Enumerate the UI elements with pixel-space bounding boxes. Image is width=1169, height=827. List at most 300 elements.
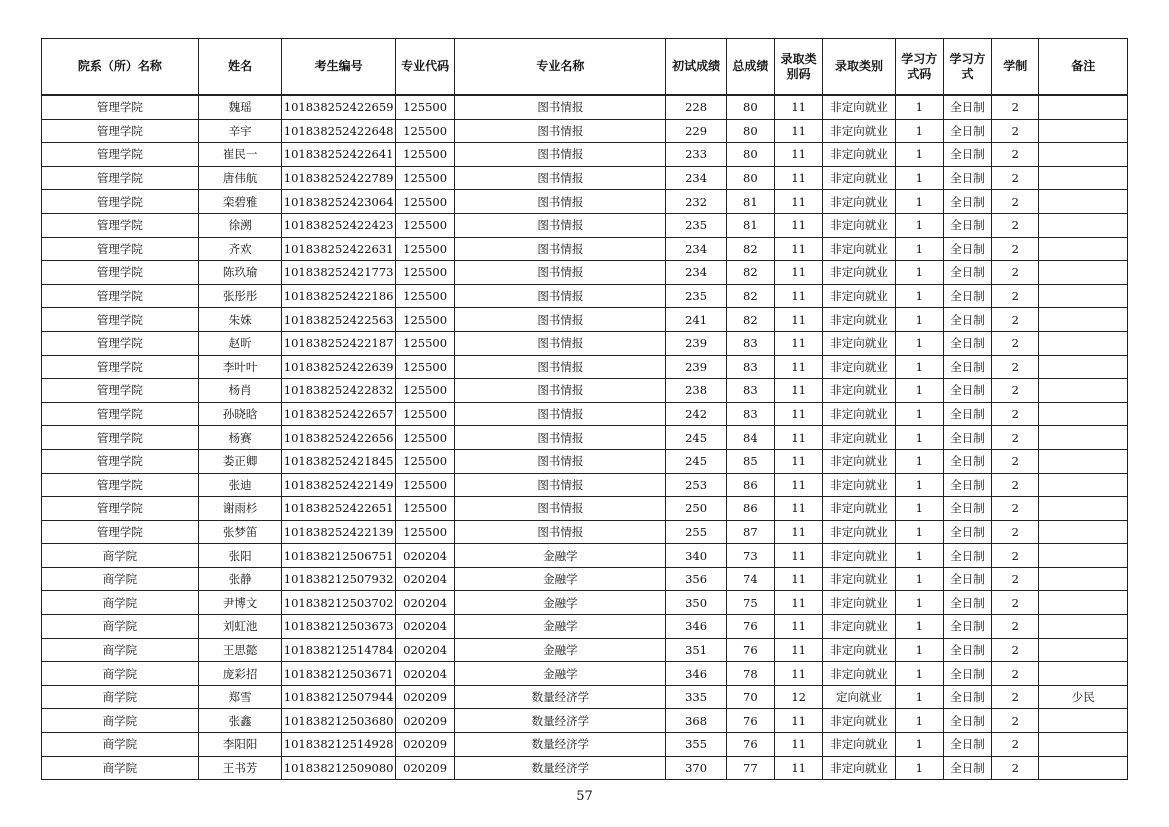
cell-category-code: 11 <box>775 379 823 403</box>
cell-remark <box>1039 402 1128 426</box>
cell-category: 非定向就业 <box>823 355 895 379</box>
header-remark: 备注 <box>1039 39 1128 96</box>
cell-study-mode: 全日制 <box>943 190 991 214</box>
table-row <box>42 567 1128 591</box>
cell-name: 张彤彤 <box>198 284 281 308</box>
header-row <box>42 39 1128 96</box>
cell-major-code: 020209 <box>395 685 454 709</box>
cell-major-code: 020204 <box>395 567 454 591</box>
cell-department: 商学院 <box>42 567 199 591</box>
table-row <box>42 237 1128 261</box>
cell-study-mode: 全日制 <box>943 237 991 261</box>
cell-remark <box>1039 567 1128 591</box>
cell-remark <box>1039 615 1128 639</box>
table-row <box>42 638 1128 662</box>
cell-department: 管理学院 <box>42 426 199 450</box>
cell-total-score: 75 <box>726 591 774 615</box>
cell-category: 非定向就业 <box>823 119 895 143</box>
cell-study-mode: 全日制 <box>943 308 991 332</box>
cell-category: 非定向就业 <box>823 143 895 167</box>
cell-study-mode: 全日制 <box>943 95 991 119</box>
cell-major-name: 图书情报 <box>455 379 666 403</box>
cell-category-code: 12 <box>775 685 823 709</box>
cell-major-code: 020204 <box>395 544 454 568</box>
cell-major-code: 125500 <box>395 237 454 261</box>
cell-remark <box>1039 638 1128 662</box>
cell-department: 管理学院 <box>42 95 199 119</box>
cell-candidate-id: 101838212507944 <box>282 685 396 709</box>
table-row <box>42 213 1128 237</box>
cell-category-code: 11 <box>775 95 823 119</box>
cell-category: 非定向就业 <box>823 615 895 639</box>
cell-name: 张鑫 <box>198 709 281 733</box>
cell-prelim-score: 250 <box>666 497 726 521</box>
cell-remark <box>1039 190 1128 214</box>
cell-category-code: 11 <box>775 520 823 544</box>
cell-major-name: 图书情报 <box>455 190 666 214</box>
table-row <box>42 190 1128 214</box>
cell-candidate-id: 101838252422186 <box>282 284 396 308</box>
cell-study-mode-code: 1 <box>895 402 943 426</box>
cell-study-mode-code: 1 <box>895 662 943 686</box>
cell-department: 商学院 <box>42 756 199 780</box>
cell-prelim-score: 234 <box>666 237 726 261</box>
cell-prelim-score: 346 <box>666 615 726 639</box>
cell-category: 非定向就业 <box>823 166 895 190</box>
cell-major-code: 125500 <box>395 261 454 285</box>
table-row <box>42 331 1128 355</box>
cell-study-mode-code: 1 <box>895 355 943 379</box>
cell-candidate-id: 101838252422832 <box>282 379 396 403</box>
cell-study-mode: 全日制 <box>943 473 991 497</box>
cell-study-mode-code: 1 <box>895 143 943 167</box>
cell-candidate-id: 101838252422641 <box>282 143 396 167</box>
cell-duration: 2 <box>992 402 1039 426</box>
cell-candidate-id: 101838252422789 <box>282 166 396 190</box>
table-row <box>42 261 1128 285</box>
cell-category: 非定向就业 <box>823 213 895 237</box>
cell-remark <box>1039 756 1128 780</box>
cell-remark <box>1039 355 1128 379</box>
cell-category: 非定向就业 <box>823 520 895 544</box>
cell-name: 李叶叶 <box>198 355 281 379</box>
cell-major-name: 图书情报 <box>455 497 666 521</box>
cell-remark <box>1039 166 1128 190</box>
cell-study-mode: 全日制 <box>943 284 991 308</box>
cell-study-mode: 全日制 <box>943 402 991 426</box>
cell-total-score: 82 <box>726 284 774 308</box>
cell-major-name: 数量经济学 <box>455 756 666 780</box>
cell-remark <box>1039 497 1128 521</box>
header-study-mode: 学习方式 <box>943 39 991 96</box>
cell-major-code: 125500 <box>395 331 454 355</box>
cell-duration: 2 <box>992 261 1039 285</box>
cell-remark <box>1039 143 1128 167</box>
cell-major-name: 数量经济学 <box>455 709 666 733</box>
cell-total-score: 80 <box>726 119 774 143</box>
table-row <box>42 709 1128 733</box>
cell-name: 尹博文 <box>198 591 281 615</box>
cell-candidate-id: 101838212503671 <box>282 662 396 686</box>
cell-candidate-id: 101838252421773 <box>282 261 396 285</box>
cell-major-name: 金融学 <box>455 638 666 662</box>
cell-major-name: 图书情报 <box>455 520 666 544</box>
cell-total-score: 86 <box>726 473 774 497</box>
cell-category: 定向就业 <box>823 685 895 709</box>
cell-candidate-id: 101838252422631 <box>282 237 396 261</box>
cell-study-mode-code: 1 <box>895 119 943 143</box>
cell-total-score: 83 <box>726 355 774 379</box>
cell-study-mode-code: 1 <box>895 544 943 568</box>
cell-remark <box>1039 119 1128 143</box>
cell-category: 非定向就业 <box>823 426 895 450</box>
cell-major-code: 020204 <box>395 591 454 615</box>
table-row <box>42 95 1128 119</box>
cell-name: 刘虹池 <box>198 615 281 639</box>
cell-total-score: 76 <box>726 733 774 757</box>
cell-major-code: 020209 <box>395 756 454 780</box>
cell-duration: 2 <box>992 756 1039 780</box>
cell-category: 非定向就业 <box>823 591 895 615</box>
cell-department: 商学院 <box>42 733 199 757</box>
header-study-mode-code: 学习方式码 <box>895 39 943 96</box>
cell-remark <box>1039 520 1128 544</box>
admission-table <box>41 38 1128 780</box>
cell-study-mode-code: 1 <box>895 95 943 119</box>
cell-duration: 2 <box>992 143 1039 167</box>
cell-study-mode-code: 1 <box>895 261 943 285</box>
cell-prelim-score: 253 <box>666 473 726 497</box>
header-major-code: 专业代码 <box>395 39 454 96</box>
cell-category-code: 11 <box>775 449 823 473</box>
cell-major-name: 数量经济学 <box>455 685 666 709</box>
cell-duration: 2 <box>992 520 1039 544</box>
cell-major-code: 125500 <box>395 119 454 143</box>
cell-prelim-score: 234 <box>666 261 726 285</box>
cell-prelim-score: 234 <box>666 166 726 190</box>
cell-major-name: 金融学 <box>455 567 666 591</box>
cell-department: 管理学院 <box>42 166 199 190</box>
cell-name: 庞彩招 <box>198 662 281 686</box>
cell-total-score: 76 <box>726 638 774 662</box>
cell-study-mode-code: 1 <box>895 497 943 521</box>
table-row <box>42 520 1128 544</box>
cell-duration: 2 <box>992 355 1039 379</box>
cell-candidate-id: 101838212514928 <box>282 733 396 757</box>
cell-major-code: 125500 <box>395 497 454 521</box>
cell-category-code: 11 <box>775 497 823 521</box>
cell-category-code: 11 <box>775 331 823 355</box>
cell-prelim-score: 232 <box>666 190 726 214</box>
cell-study-mode: 全日制 <box>943 355 991 379</box>
cell-total-score: 83 <box>726 379 774 403</box>
cell-candidate-id: 101838252422657 <box>282 402 396 426</box>
table-row <box>42 143 1128 167</box>
cell-category: 非定向就业 <box>823 638 895 662</box>
table-row <box>42 497 1128 521</box>
cell-candidate-id: 101838212503680 <box>282 709 396 733</box>
cell-major-name: 图书情报 <box>455 143 666 167</box>
cell-department: 商学院 <box>42 615 199 639</box>
cell-study-mode-code: 1 <box>895 733 943 757</box>
cell-study-mode: 全日制 <box>943 591 991 615</box>
cell-name: 崔民一 <box>198 143 281 167</box>
cell-major-name: 金融学 <box>455 615 666 639</box>
cell-prelim-score: 242 <box>666 402 726 426</box>
cell-major-code: 020209 <box>395 709 454 733</box>
cell-department: 商学院 <box>42 685 199 709</box>
cell-study-mode: 全日制 <box>943 685 991 709</box>
cell-total-score: 82 <box>726 308 774 332</box>
cell-prelim-score: 241 <box>666 308 726 332</box>
cell-name: 娄正卿 <box>198 449 281 473</box>
cell-department: 管理学院 <box>42 190 199 214</box>
table-row <box>42 615 1128 639</box>
table-row <box>42 119 1128 143</box>
cell-total-score: 83 <box>726 331 774 355</box>
cell-candidate-id: 101838252422656 <box>282 426 396 450</box>
cell-candidate-id: 101838252422423 <box>282 213 396 237</box>
cell-remark <box>1039 95 1128 119</box>
cell-duration: 2 <box>992 497 1039 521</box>
cell-prelim-score: 238 <box>666 379 726 403</box>
cell-candidate-id: 101838252422563 <box>282 308 396 332</box>
cell-category: 非定向就业 <box>823 733 895 757</box>
cell-department: 管理学院 <box>42 355 199 379</box>
cell-major-name: 图书情报 <box>455 166 666 190</box>
cell-study-mode: 全日制 <box>943 520 991 544</box>
header-category: 录取类别 <box>823 39 895 96</box>
cell-candidate-id: 101838252421845 <box>282 449 396 473</box>
cell-prelim-score: 245 <box>666 449 726 473</box>
cell-candidate-id: 101838212507932 <box>282 567 396 591</box>
cell-prelim-score: 245 <box>666 426 726 450</box>
cell-prelim-score: 239 <box>666 331 726 355</box>
cell-duration: 2 <box>992 473 1039 497</box>
cell-prelim-score: 350 <box>666 591 726 615</box>
table-row <box>42 756 1128 780</box>
cell-department: 商学院 <box>42 638 199 662</box>
cell-study-mode-code: 1 <box>895 615 943 639</box>
cell-duration: 2 <box>992 379 1039 403</box>
cell-prelim-score: 368 <box>666 709 726 733</box>
cell-name: 谢雨杉 <box>198 497 281 521</box>
cell-major-code: 125500 <box>395 449 454 473</box>
cell-category-code: 11 <box>775 213 823 237</box>
cell-department: 管理学院 <box>42 213 199 237</box>
cell-duration: 2 <box>992 662 1039 686</box>
cell-study-mode: 全日制 <box>943 166 991 190</box>
cell-name: 孙晓晗 <box>198 402 281 426</box>
cell-name: 王思懿 <box>198 638 281 662</box>
page-number: 57 <box>576 789 593 804</box>
cell-department: 商学院 <box>42 591 199 615</box>
cell-major-name: 图书情报 <box>455 308 666 332</box>
cell-remark <box>1039 591 1128 615</box>
table-row <box>42 426 1128 450</box>
cell-study-mode: 全日制 <box>943 756 991 780</box>
cell-total-score: 86 <box>726 497 774 521</box>
cell-candidate-id: 101838212514784 <box>282 638 396 662</box>
cell-major-code: 125500 <box>395 166 454 190</box>
cell-prelim-score: 235 <box>666 284 726 308</box>
table-row <box>42 308 1128 332</box>
cell-study-mode: 全日制 <box>943 638 991 662</box>
cell-study-mode-code: 1 <box>895 567 943 591</box>
cell-study-mode: 全日制 <box>943 615 991 639</box>
cell-candidate-id: 101838212503673 <box>282 615 396 639</box>
cell-study-mode-code: 1 <box>895 520 943 544</box>
cell-category-code: 11 <box>775 402 823 426</box>
cell-total-score: 80 <box>726 143 774 167</box>
cell-name: 郑雪 <box>198 685 281 709</box>
cell-category: 非定向就业 <box>823 95 895 119</box>
cell-department: 管理学院 <box>42 379 199 403</box>
cell-candidate-id: 101838252422659 <box>282 95 396 119</box>
cell-category-code: 11 <box>775 355 823 379</box>
cell-study-mode-code: 1 <box>895 166 943 190</box>
cell-duration: 2 <box>992 567 1039 591</box>
cell-major-code: 125500 <box>395 520 454 544</box>
cell-candidate-id: 101838252422139 <box>282 520 396 544</box>
cell-category-code: 11 <box>775 756 823 780</box>
table-row <box>42 166 1128 190</box>
cell-study-mode: 全日制 <box>943 733 991 757</box>
cell-duration: 2 <box>992 331 1039 355</box>
table-row <box>42 355 1128 379</box>
cell-total-score: 82 <box>726 261 774 285</box>
cell-study-mode: 全日制 <box>943 449 991 473</box>
cell-remark <box>1039 379 1128 403</box>
cell-candidate-id: 101838252422149 <box>282 473 396 497</box>
table-row <box>42 662 1128 686</box>
cell-study-mode-code: 1 <box>895 473 943 497</box>
cell-total-score: 80 <box>726 166 774 190</box>
cell-total-score: 74 <box>726 567 774 591</box>
cell-major-code: 125500 <box>395 355 454 379</box>
cell-category-code: 11 <box>775 143 823 167</box>
header-major-name: 专业名称 <box>455 39 666 96</box>
cell-major-name: 图书情报 <box>455 402 666 426</box>
table-row <box>42 685 1128 709</box>
cell-category-code: 11 <box>775 638 823 662</box>
cell-major-code: 020204 <box>395 638 454 662</box>
cell-study-mode: 全日制 <box>943 662 991 686</box>
cell-name: 张阳 <box>198 544 281 568</box>
header-candidate-id: 考生编号 <box>282 39 396 96</box>
cell-major-name: 图书情报 <box>455 284 666 308</box>
cell-name: 辛宇 <box>198 119 281 143</box>
cell-total-score: 77 <box>726 756 774 780</box>
cell-total-score: 82 <box>726 237 774 261</box>
header-name: 姓名 <box>198 39 281 96</box>
cell-category-code: 11 <box>775 544 823 568</box>
cell-prelim-score: 233 <box>666 143 726 167</box>
cell-category-code: 11 <box>775 662 823 686</box>
cell-study-mode: 全日制 <box>943 119 991 143</box>
cell-name: 张迪 <box>198 473 281 497</box>
cell-total-score: 84 <box>726 426 774 450</box>
cell-total-score: 87 <box>726 520 774 544</box>
cell-total-score: 81 <box>726 213 774 237</box>
cell-duration: 2 <box>992 638 1039 662</box>
cell-prelim-score: 355 <box>666 733 726 757</box>
cell-name: 赵昕 <box>198 331 281 355</box>
cell-major-name: 图书情报 <box>455 213 666 237</box>
table-row <box>42 402 1128 426</box>
cell-category-code: 11 <box>775 237 823 261</box>
cell-major-code: 125500 <box>395 190 454 214</box>
header-category-code: 录取类别码 <box>775 39 823 96</box>
cell-category-code: 11 <box>775 166 823 190</box>
cell-total-score: 81 <box>726 190 774 214</box>
cell-name: 李阳阳 <box>198 733 281 757</box>
cell-major-code: 020209 <box>395 733 454 757</box>
cell-study-mode: 全日制 <box>943 213 991 237</box>
cell-remark <box>1039 544 1128 568</box>
cell-study-mode: 全日制 <box>943 331 991 355</box>
cell-department: 商学院 <box>42 709 199 733</box>
table-row <box>42 733 1128 757</box>
cell-study-mode: 全日制 <box>943 544 991 568</box>
cell-candidate-id: 101838252422651 <box>282 497 396 521</box>
cell-prelim-score: 346 <box>666 662 726 686</box>
cell-prelim-score: 235 <box>666 213 726 237</box>
cell-category: 非定向就业 <box>823 497 895 521</box>
cell-category: 非定向就业 <box>823 449 895 473</box>
cell-duration: 2 <box>992 449 1039 473</box>
cell-duration: 2 <box>992 119 1039 143</box>
cell-department: 管理学院 <box>42 143 199 167</box>
cell-name: 杨肖 <box>198 379 281 403</box>
cell-study-mode-code: 1 <box>895 591 943 615</box>
cell-category: 非定向就业 <box>823 544 895 568</box>
cell-major-code: 125500 <box>395 213 454 237</box>
cell-category: 非定向就业 <box>823 237 895 261</box>
cell-category-code: 11 <box>775 591 823 615</box>
cell-category: 非定向就业 <box>823 567 895 591</box>
cell-duration: 2 <box>992 95 1039 119</box>
cell-major-code: 125500 <box>395 426 454 450</box>
cell-duration: 2 <box>992 308 1039 332</box>
cell-total-score: 85 <box>726 449 774 473</box>
cell-category: 非定向就业 <box>823 402 895 426</box>
cell-department: 商学院 <box>42 662 199 686</box>
cell-study-mode: 全日制 <box>943 261 991 285</box>
cell-major-name: 金融学 <box>455 591 666 615</box>
cell-prelim-score: 228 <box>666 95 726 119</box>
cell-major-code: 125500 <box>395 402 454 426</box>
cell-major-name: 金融学 <box>455 544 666 568</box>
cell-study-mode-code: 1 <box>895 284 943 308</box>
cell-candidate-id: 101838252423064 <box>282 190 396 214</box>
cell-study-mode: 全日制 <box>943 379 991 403</box>
cell-remark <box>1039 237 1128 261</box>
cell-department: 管理学院 <box>42 261 199 285</box>
cell-duration: 2 <box>992 284 1039 308</box>
cell-remark <box>1039 662 1128 686</box>
cell-remark <box>1039 709 1128 733</box>
cell-name: 栾碧雅 <box>198 190 281 214</box>
cell-category-code: 11 <box>775 473 823 497</box>
cell-name: 朱姝 <box>198 308 281 332</box>
cell-duration: 2 <box>992 213 1039 237</box>
cell-category-code: 11 <box>775 709 823 733</box>
cell-candidate-id: 101838212503702 <box>282 591 396 615</box>
cell-name: 齐欢 <box>198 237 281 261</box>
cell-study-mode-code: 1 <box>895 237 943 261</box>
table-row <box>42 284 1128 308</box>
